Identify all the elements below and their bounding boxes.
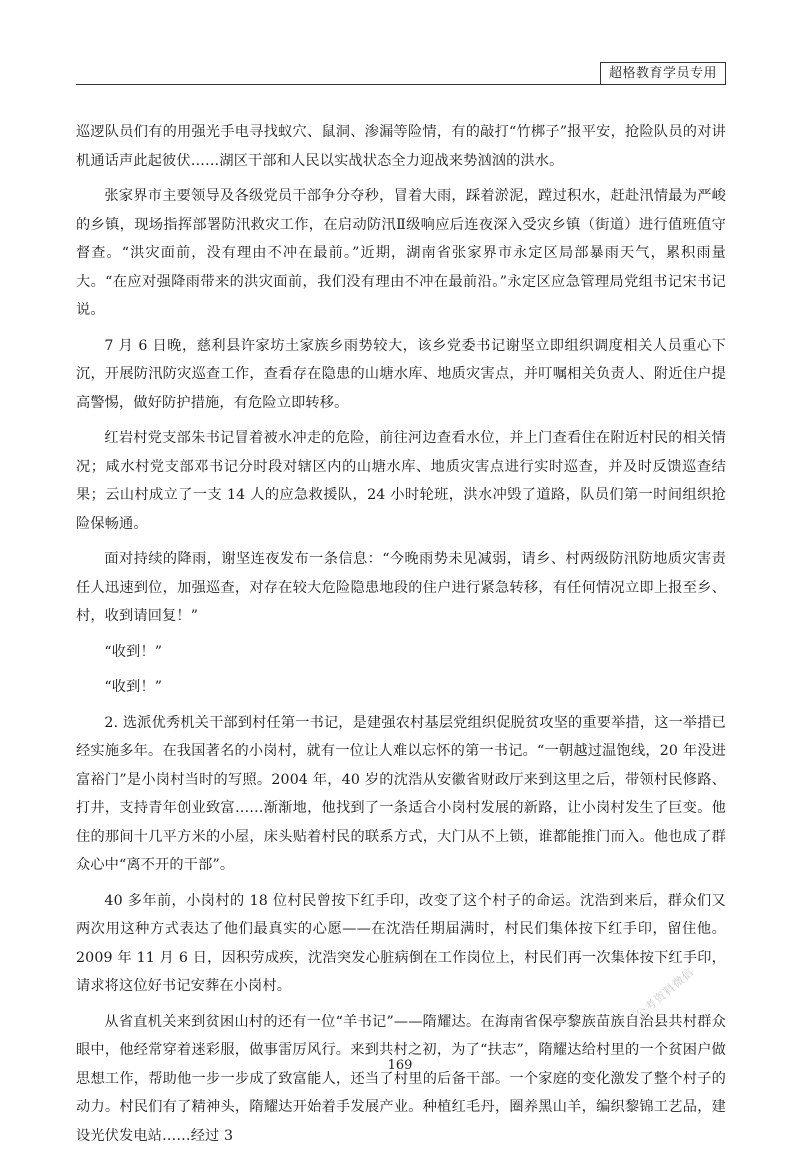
- paragraph-2: 张家界市主要领导及各级党员干部争分夺秒，冒着大雨，踩着淤泥，蹚过积水，赶赴汛情最为严峻的乡镇，现场指挥部署防汛救灾工作，在启动防汛Ⅱ级响应后连夜深入受灾乡镇（街道）进行值班值守督查。“洪灾面前，没有理由不冲在最前。”近期，湖南省张家界市永定区局部暴雨天气，累积雨量大。“在应对强降雨带来的洪灾面前，我们没有理由不冲在最前沿。”永定区应急管理局党组书记宋书记说。: [76, 188, 726, 318]
- paragraph-5: 面对持续的降雨，谢坚连夜发布一条信息：“今晚雨势未见减弱，请乡、村两级防汛防地质灾害责任人迅速到位，加强巡查，对存在较大危险隐患地段的住户进行紧急转移，有任何情况立即上报至乡、村，收到请回复！”: [76, 551, 726, 624]
- paragraph-10: 从省直机关来到贫困山村的还有一位“羊书记”——隋耀达。在海南省保亭黎族苗族自治县共村群众眼中，他经常穿着迷彩服，做事雷厉风行。来到共村之初，为了“扶志”，隋耀达给村里的一个贫困户做思想工作，帮助他一步一步成了致富能人，还当了村里的后备干部。一个家庭的变化激发了整个村子的动力。村民们有了精神头，隋耀达开始着手发展产业。种植红毛丹，圈养黑山羊，编织黎锦工艺品，建设光伏发电站……经过 3: [76, 1013, 726, 1144]
- paragraph-6: “收到！”: [104, 643, 163, 660]
- page-number: 169: [387, 1058, 413, 1073]
- header-badge: 超格教育学员专用: [600, 62, 726, 85]
- paragraph-3: 7 月 6 日晚，慈利县许家坊土家族乡雨势较大，该乡党委书记谢坚立即组织调度相关人员重心下沉，开展防汛防灾巡查工作，查看存在隐患的山塘水库、地质灾害点，并叮嘱相关负责人、附近住户提高警惕，做好防护措施，有危险立即转移。: [76, 337, 726, 411]
- document-body: [76, 118, 726, 1157]
- paragraph-8: 2. 选派优秀机关干部到村任第一书记，是建强农村基层党组织促脱贫攻坚的重要举措，这一举措已经实施多年。在我国著名的小岗村，就有一位让人难以忘怀的第一书记。“一朝越过温饱线，20 年没进富裕门”是小岗村当时的写照。2004 年，40 岁的沈浩从安徽省财政厅来到这里之后，带领村民修路、打井，支持青年创业致富……渐渐地，他找到了一条适合小岗村发展的新路，让小岗村发生了巨变。他住的那间十几平方米的小屋，床头贴着村民的联系方式，大门从不上锁，谁都能推门而入。他也成了群众心中“离不开的干部”。: [76, 714, 726, 873]
- paragraph-1: 巡逻队员们有的用强光手电寻找蚁穴、鼠洞、渗漏等险情，有的敲打“竹梆子”报平安，抢险队员的对讲机通话声此起彼伏……湖区干部和人民以实战状态全力迎战来势汹汹的洪水。: [76, 124, 726, 169]
- paragraph-4: 红岩村党支部朱书记冒着被水冲走的危险，前往河边查看水位，并上门查看住在附近村民的相关情况；咸水村党支部邓书记分时段对辖区内的山塘水库、地质灾害点进行实时巡查，并及时反馈巡查结果；云山村成立了一支 14 人的应急救援队，24 小时轮班，洪水冲毁了道路，队员们第一时间组织抢险保畅通。: [76, 430, 726, 532]
- paragraph-9: 40 多年前，小岗村的 18 位村民曾按下红手印，改变了这个村子的命运。沈浩到来后，群众们又两次用这种方式表达了他们最真实的心愿——在沈浩任期届满时，村民们集体按下红手印，留住他。2009 年 11 月 6 日，因积劳成疾，沈浩突发心脏病倒在工作岗位上，村民们再一次集体按下红手印，请求将这位好书记安葬在小岗村。: [76, 892, 726, 994]
- watermark: 公考资料微信: [633, 965, 697, 1022]
- header-rule: [76, 84, 726, 85]
- paragraph-7: “收到！”: [104, 679, 163, 695]
